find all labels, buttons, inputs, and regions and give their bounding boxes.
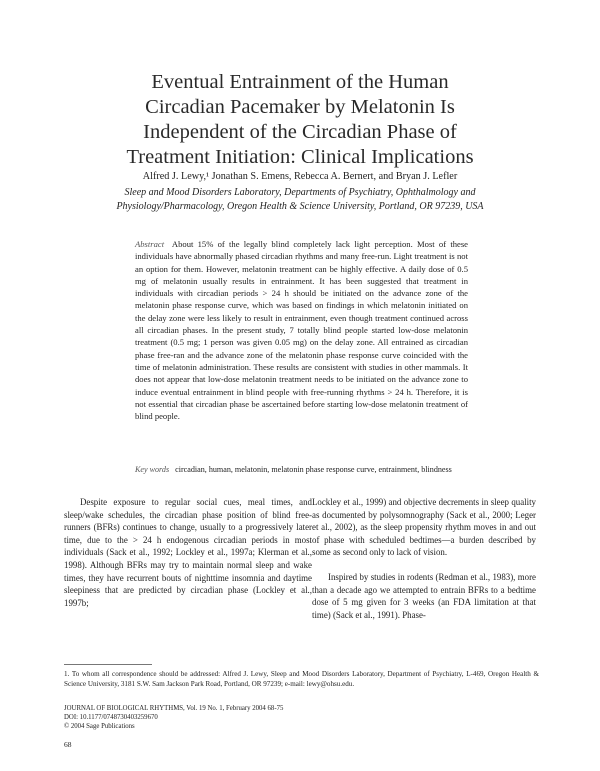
keywords [135, 464, 475, 476]
abstract-label: Abstract [135, 239, 165, 249]
body-paragraph: Despite exposure to regular social cues, meal times, and sleep/wake schedules, the circadian phase position of blind free-runners (BFRs) continues to change, usually to a progressively later time, due to the > 24 h endogenous circadian periods in most individuals (Sack et al., 1992; Lockley et al., 1997a; Klerman et al., 1998). Although BFRs may try to maintain normal sleep and wake times, they have recurrent bouts of nighttime insomnia and daytime sleepiness that are predicted by circadian phase (Lockley et al., 1997b; [64, 497, 312, 608]
abstract [135, 238, 468, 422]
body-column-left [64, 496, 312, 609]
journal-line: © 2004 Sage Publications [64, 723, 135, 730]
journal-info [64, 704, 283, 731]
body-column-right [312, 496, 536, 621]
title-line: Independent of the Circadian Phase of [143, 121, 457, 143]
author-list: Alfred J. Lewy,¹ Jonathan S. Emens, Rebecca A. Bernert, and Bryan J. Lefler [142, 171, 458, 182]
body-paragraph: Lockley et al., 1999) and objective decrements in sleep quality as documented by polysomnography (Sack et al., 2000; Leger et al., 2002), as the sleep propensity rhythm moves in and out of phase with scheduled bedtimes—a burden described by some as second only to lack of vision. [312, 497, 536, 558]
article-title [60, 70, 540, 170]
affiliation [60, 186, 540, 214]
body-paragraph: Inspired by studies in rodents (Redman et al., 1983), more than a decade ago we attempted to entrain BFRs to a bedtime dose of 5 mg given for 3 weeks (an FDA limitation at that time) (Sack et al., 1991). Phase- [312, 571, 536, 620]
affiliation-line: Sleep and Mood Disorders Laboratory, Departments of Psychiatry, Ophthalmology and [124, 187, 476, 198]
page-number: 68 [64, 740, 72, 749]
abstract-text: About 15% of the legally blind completely lack light perception. Most of these individuals have abnormally phased circadian rhythms and many free-run. Light treatment is not an option for them. However, melatonin treatment can be highly effective. A daily dose of 0.5 mg of melatonin usually results in entrainment. It has been suggested that treatment in individuals with circadian periods > 24 h should be initiated on the advance zone of the melatonin phase response curve, which was based on findings in which melatonin initiated on the delay zone were less likely to result in entrainment, even though treatment continued across all circadian phases. In the present study, 7 totally blind people started low-dose melatonin treatment (0.5 mg; 1 person was given 0.05 mg) on the delay zone. All entrained as circadian phase free-ran and the advance zone of the melatonin phase response curve coincided with the time of melatonin administration. These results are consistent with studies in other mammals. It does not appear that low-dose melatonin treatment needs to be initiated on the advance zone to induce eventual entrainment in blind people with free-running rhythms > 24 h. Therefore, it is not essential that circadian phase be ascertained before starting low-dose melatonin treatment of blind people. [135, 239, 468, 422]
keywords-text: circadian, human, melatonin, melatonin phase response curve, entrainment, blindness [175, 465, 452, 474]
keywords-label: Key words [135, 465, 170, 474]
title-line: Circadian Pacemaker by Melatonin Is [145, 96, 455, 118]
journal-line: JOURNAL OF BIOLOGICAL RHYTHMS, Vol. 19 No. 1, February 2004 68-75 [64, 705, 284, 712]
title-line: Eventual Entrainment of the Human [151, 71, 449, 93]
title-line: Treatment Initiation: Clinical Implications [126, 146, 474, 168]
footnote-divider [64, 664, 152, 665]
footnote: 1. To whom all correspondence should be addressed: Alfred J. Lewy, Sleep and Mood Disorders Laboratory, Department of Psychiatry, L-469, Oregon Health & Science University, 3181 S.W. Sam Jackson Park Road, Portland, OR 97239; e-mail: lewy@ohsu.edu. [64, 670, 539, 688]
journal-line: DOI: 10.1177/0748730403259670 [64, 714, 158, 721]
affiliation-line: Physiology/Pharmacology, Oregon Health & Science University, Portland, OR 97239, USA [116, 201, 484, 212]
